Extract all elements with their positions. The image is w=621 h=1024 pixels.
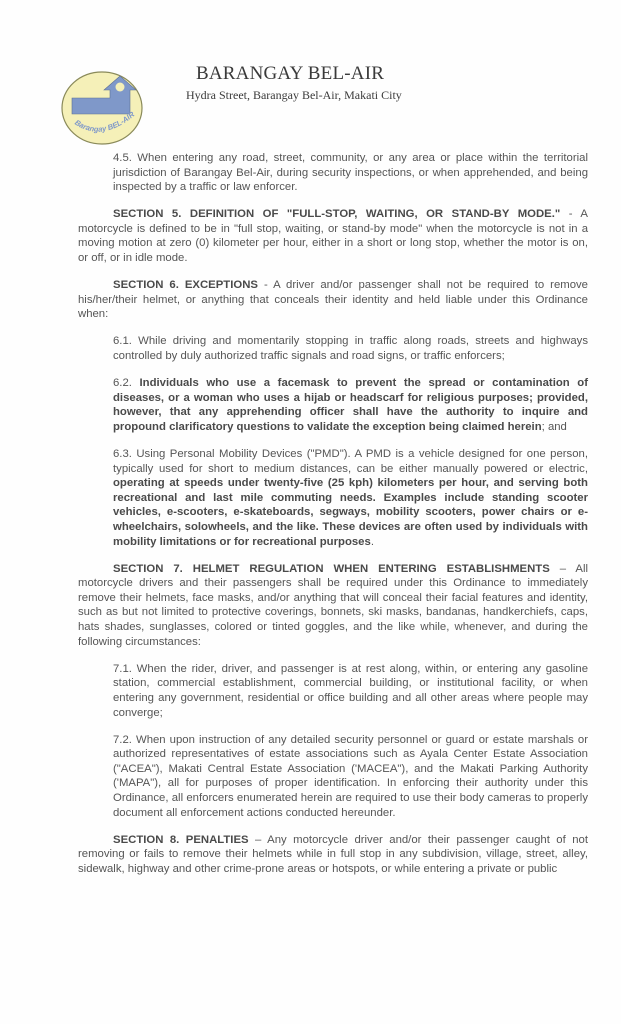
section-5-heading: SECTION 5. DEFINITION OF "FULL-STOP, WAITING, OR STAND-BY MODE." xyxy=(113,208,561,221)
section-6 xyxy=(78,278,588,322)
section-6-text: - A driver and/or passenger shall not be required to remove his/her/their helmet, or anything that conceals their identity and held liable under this Ordinance when: xyxy=(78,279,588,321)
letterhead-title: BARANGAY BEL-AIR xyxy=(196,63,385,84)
clause-6-2-end: ; and xyxy=(541,420,567,433)
svg-text:Barangay BEL-AIR: Barangay BEL-AIR xyxy=(73,109,137,134)
section-8-heading: SECTION 8. PENALTIES xyxy=(113,833,249,846)
clause-7-2: 7.2. When upon instruction of any detailed security personnel or guard or estate marshals or authorized representatives of estate associations such as Ayala Center Estate Association ("ACEA"), Makati Central Estate Association ('MACEA"), and the Makati Parking Authority ('MAPA"), all for purposes of proper identification. In enforcing their authority under this Ordinance, all enforcers enumerated herein are required to use their body cameras to properly document all enforcement actions conducted hereunder. xyxy=(113,733,588,819)
clause-4-5: 4.5. When entering any road, street, community, or any area or place within the territorial jurisdiction of Barangay Bel-Air, during security inspections, or when apprehended, and being inspected by a traffic or law enforcer. xyxy=(113,152,588,194)
clause-6-3-text: 6.3. Using Personal Mobility Devices ("PMD"). A PMD is a vehicle designed for one person, typically used for short to medium distances, can be either manually powered or electric, xyxy=(113,448,588,475)
clause-6-2-bold: Individuals who use a facemask to prevent the spread or contamination of diseases, or a woman who uses a hijab or headscarf for religious purposes; provided, however, that any apprehending officer shall have the authority to inquire and propound clarificatory questions to validate the exception being claimed herein xyxy=(113,377,588,433)
ordinance-body xyxy=(78,151,588,889)
letterhead-address: Hydra Street, Barangay Bel-Air, Makati City xyxy=(186,88,402,102)
section-7 xyxy=(78,562,588,650)
section-6-heading: SECTION 6. EXCEPTIONS xyxy=(113,279,258,292)
section-5-text: - A motorcycle is defined to be in "full stop, waiting, or stand-by mode" when the motorcycle is not in a moving motion at zero (0) kilometer per hour, either in a short or long stop, whether the motor is on, or off, or in idle mode. xyxy=(78,208,588,265)
clause-6-3-end: . xyxy=(370,535,374,548)
clause-6-2-number: 6.2. xyxy=(113,377,140,390)
section-7-text: – All motorcycle drivers and their passengers shall be required under this Ordinance to immediately remove their helmets, face masks, and/or anything that will conceal their facial features and identity, such as but not limited to protective coverings, bonnets, ski masks, bandanas, handkerchiefs, caps, hats shades, sunglasses, colored or tinted goggles, and the like while, whenever, and during the following circumstances: xyxy=(78,562,588,648)
section-5 xyxy=(78,207,588,265)
clause-6-1: 6.1. While driving and momentarily stopping in traffic along roads, streets and highways controlled by duly authorized traffic signals and road signs, or traffic enforcers; xyxy=(113,335,588,363)
clause-6-2 xyxy=(78,376,588,434)
section-8 xyxy=(78,833,588,877)
clause-6-3-bold: operating at speeds under twenty-five (25 kph) kilometers per hour, and serving both recreational and last mile commuting needs. Examples include standing scooter vehicles, e-scooters, e-skateboards, segways, mobility scooters, power chairs or e-wheelchairs, solowheels, and the like. These devices are often used by individuals with mobility limitations or for recreational purposes xyxy=(113,477,588,548)
barangay-seal-logo xyxy=(60,70,144,146)
clause-6-3 xyxy=(78,447,588,549)
clause-7-1: 7.1. When the rider, driver, and passenger is at rest along, within, or entering any gasoline station, commercial establishment, commercial building, or institutional facility, or when entering any government, residential or office building and all other areas where people may converge; xyxy=(113,662,588,719)
section-8-text: – Any motorcycle driver and/or their passenger caught of not removing or fails to remove their helmets while in full stop in any subdivision, village, street, alley, sidewalk, highway and other crime-prone areas or hotspots, or while entering a private or public xyxy=(78,833,588,875)
section-7-heading: SECTION 7. HELMET REGULATION WHEN ENTERING ESTABLISHMENTS xyxy=(113,562,550,575)
